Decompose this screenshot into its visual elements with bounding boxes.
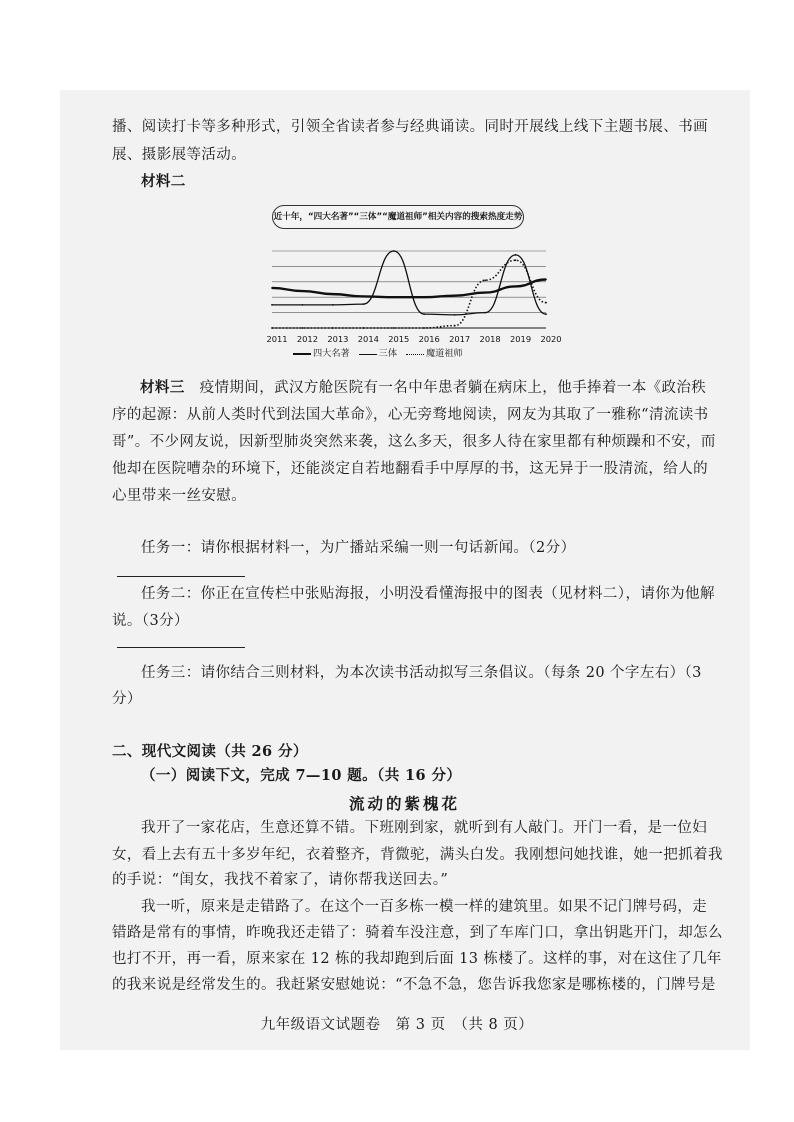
text-line: 的手说：“闺女，我找不着家了，请你帮我送回去。”	[112, 872, 449, 888]
data-point	[271, 327, 273, 329]
answer-blank[interactable]	[117, 576, 245, 577]
chart-title: 近十年，“四大名著”“三体”“魔道祖师”相关内容的搜索热度走势	[272, 205, 524, 229]
data-point	[302, 290, 304, 292]
data-point	[423, 296, 425, 298]
legend-item: 四大名著	[313, 348, 350, 359]
data-point	[515, 259, 517, 261]
text-line: 他却在医院嘈杂的环境下，还能淡定自若地翻看手中厚厚的书，这无异于一股清流，给人的	[112, 461, 708, 477]
text-line: 说。（3分）	[112, 613, 189, 629]
text-line: 展、摄影展等活动。	[112, 147, 247, 163]
data-point	[332, 304, 334, 306]
data-point	[423, 313, 425, 315]
data-point	[423, 327, 425, 329]
data-point	[545, 313, 547, 315]
data-point	[302, 327, 304, 329]
data-point	[515, 286, 517, 288]
text-line: 错路是常有的事情，昨晚我还走错了：骑着车没注意，到了车库门口，拿出钥匙开门，却怎么	[112, 925, 723, 941]
data-point	[484, 312, 486, 314]
text-line: 分）	[112, 691, 142, 707]
data-point	[545, 279, 547, 281]
x-tick-label: 2019	[509, 334, 532, 344]
text-line: 女，看上去有五十多岁年纪，衣着整齐，背微驼，满头白发。我刚想问她找谁，她一把抓着我	[112, 847, 723, 863]
section-heading: 二、现代文阅读（共 26 分）	[112, 743, 308, 760]
material-3-paragraph	[140, 378, 725, 398]
material-2-label: 材料二	[141, 173, 186, 190]
x-tick-label: 2014	[357, 334, 379, 344]
answer-blank[interactable]	[117, 647, 245, 648]
text-line: 我开了一家花店，生意还算不错。下班刚到家，就听到有人敲门。开门一看，是一位妇	[141, 820, 708, 836]
x-tick-label: 2011	[266, 334, 288, 344]
data-point	[484, 292, 486, 294]
x-tick-label: 2013	[327, 334, 349, 344]
story-title: 流动的紫槐花	[348, 794, 460, 813]
legend-item: 魔道祖师	[425, 348, 463, 359]
text-line: 哥”。不少网友说，因新型肺炎突然来袭，这么多天，很多人待在家里都有种烦躁和不安，而	[112, 434, 716, 450]
text-line: 也打不开，再一看，原来家在 12 栋的我却跑到后面 13 栋楼了。这样的事，对在这住了几年	[112, 951, 722, 967]
data-point	[302, 304, 304, 306]
data-point	[484, 279, 486, 281]
data-point	[362, 296, 364, 298]
data-point	[454, 295, 456, 297]
text-line: 心里带来一丝安慰。	[112, 488, 247, 504]
series-line	[272, 251, 546, 315]
text-line: 播、阅读打卡等多种形式，引领全省读者参与经典诵读。同时开展线上线下主题书展、书画	[112, 119, 708, 135]
data-point	[271, 287, 273, 289]
data-point	[454, 325, 456, 327]
x-tick-label: 2017	[449, 334, 471, 344]
task-2: 任务二：你正在宣传栏中张贴海报，小明没看懂海报中的图表（见材料二），请你为他解	[141, 586, 715, 602]
task-3: 任务三：请你结合三则材料，为本次读书活动拟写三条倡议。（每条 20 个字左右）（3	[141, 665, 702, 681]
data-point	[454, 314, 456, 316]
x-tick-label: 2018	[479, 334, 501, 344]
data-point	[362, 327, 364, 329]
data-point	[515, 254, 517, 256]
data-point	[393, 250, 395, 252]
material-3-label: 材料三	[140, 379, 185, 396]
data-point	[332, 327, 334, 329]
data-point	[545, 302, 547, 304]
legend-item: 三体	[378, 348, 398, 359]
legend-swatch-dotted	[406, 354, 424, 355]
x-tick-label: 2020	[540, 334, 562, 344]
legend-swatch-thin	[359, 354, 377, 355]
text-line: 的我来说是经常发生的。我赶紧安慰她说：“不急不急，您告诉我您家是哪栋楼的，门牌号是	[112, 977, 716, 993]
data-point	[393, 296, 395, 298]
series-line	[272, 260, 546, 328]
data-point	[271, 304, 273, 306]
data-point	[393, 327, 395, 329]
text-line: 序的起源：从前人类时代到法国大革命》，心无旁骛地阅读，网友为其取了一雅称“清流读书	[112, 407, 709, 423]
x-tick-label: 2012	[296, 334, 319, 344]
task-1: 任务一：请你根据材料一，为广播站采编一则一句话新闻。（2分）	[141, 540, 576, 556]
subsection-heading: （一）阅读下文，完成 7—10 题。（共 16 分）	[141, 767, 462, 784]
x-tick-label: 2015	[388, 334, 410, 344]
x-tick-label: 2016	[418, 334, 440, 344]
chart-legend	[293, 347, 553, 361]
text-line: 疫情期间，武汉方舱医院有一名中年患者躺在病床上，他手捧着一本《政治秩	[199, 380, 707, 396]
legend-swatch-thick	[293, 353, 311, 355]
data-point	[362, 303, 364, 305]
data-point	[332, 293, 334, 295]
page-footer: 九年级语文试题卷 第 3 页 （共 8 页）	[260, 1017, 534, 1033]
text-line: 我一听，原来是走错路了。在这个一百多栋一模一样的建筑里。如果不记门牌号码，走	[141, 899, 708, 915]
